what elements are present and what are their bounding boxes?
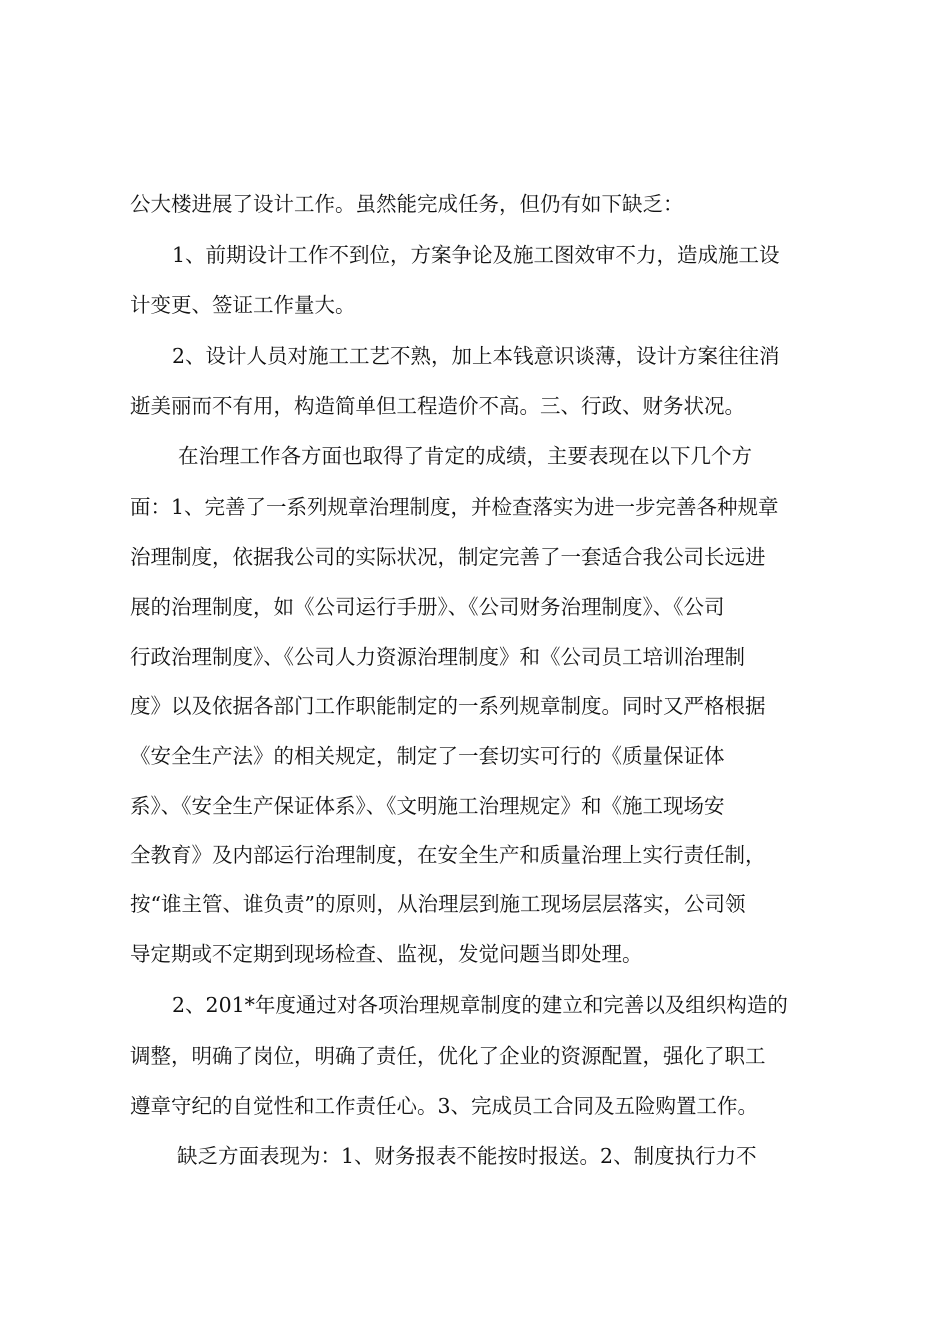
text-line: 遵章守纪的自觉性和工作责任心。3、完成员工合同及五险购置工作。 bbox=[130, 1094, 759, 1118]
text-line: 缺乏方面表现为：1、财务报表不能按时报送。2、制度执行力不 bbox=[177, 1144, 757, 1168]
text-line: 《安全生产法》的相关规定，制定了一套切实可行的《质量保证体 bbox=[130, 744, 725, 768]
text-line: 度》以及依据各部门工作职能制定的一系列规章制度。同时又严格根据 bbox=[130, 694, 766, 718]
text-line: 展的治理制度，如《公司运行手册》、《公司财务治理制度》、《公司 bbox=[130, 595, 725, 619]
text-line: 系》、《安全生产保证体系》、《文明施工治理规定》和《施工现场安 bbox=[130, 794, 725, 818]
text-line: 全教育》及内部运行治理制度，在安全生产和质量治理上实行责任制， bbox=[130, 843, 766, 867]
text-line: 2、设计人员对施工工艺不熟，加上本钱意识谈薄，设计方案往往消 bbox=[172, 344, 780, 368]
text-line: 2、201*年度通过对各项治理规章制度的建立和完善以及组织构造的 bbox=[172, 993, 788, 1017]
text-line: 公大楼进展了设计工作。虽然能完成任务，但仍有如下缺乏： bbox=[130, 192, 684, 216]
text-line: 计变更、签证工作量大。 bbox=[130, 293, 356, 317]
text-line: 逝美丽而不有用，构造简单但工程造价不高。三、行政、财务状况。 bbox=[130, 394, 745, 418]
text-line: 1、前期设计工作不到位，方案争论及施工图效审不力，造成施工设 bbox=[172, 243, 780, 267]
text-line: 在治理工作各方面也取得了肯定的成绩，主要表现在以下几个方 bbox=[178, 444, 752, 468]
text-line: 按“谁主管、谁负责”的原则，从治理层到施工现场层层落实，公司领 bbox=[130, 892, 746, 916]
text-line: 导定期或不定期到现场检查、监视，发觉问题当即处理。 bbox=[130, 942, 643, 966]
text-line: 面：1、完善了一系列规章治理制度，并检查落实为进一步完善各种规章 bbox=[130, 495, 779, 519]
text-line: 调整，明确了岗位，明确了责任，优化了企业的资源配置，强化了职工 bbox=[130, 1044, 766, 1068]
text-line: 行政治理制度》、《公司人力资源治理制度》和《公司员工培训治理制 bbox=[130, 645, 745, 669]
text-line: 治理制度，依据我公司的实际状况，制定完善了一套适合我公司长远进 bbox=[130, 545, 766, 569]
